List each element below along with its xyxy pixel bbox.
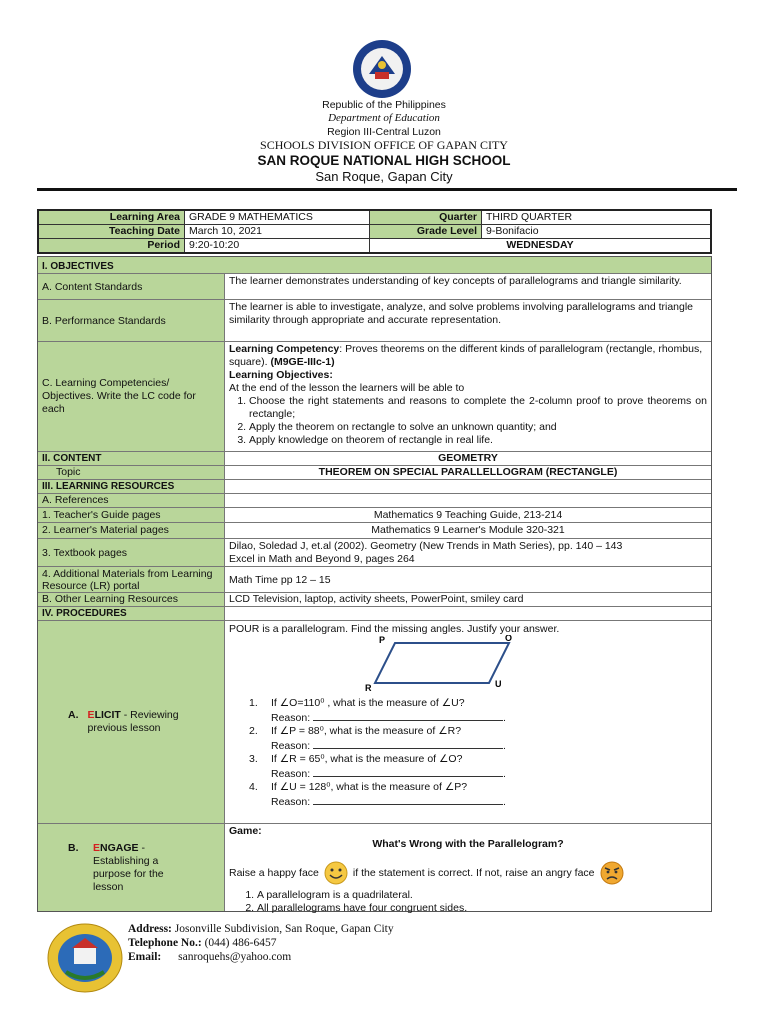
day-value: WEDNESDAY	[369, 239, 710, 252]
elicit-questions: 1. If ∠O=110⁰ , what is the measure of ∠U? Reason: . 2. If ∠P = 88⁰, what is the measure of ∠R? Reason: . 3. If ∠R = 65⁰, what is the measure of ∠O? Reason: . 4. If ∠U = 128⁰, what is the measure of ∠P? Reason: .	[249, 697, 506, 808]
other-resources-row	[38, 592, 711, 606]
content-subject: GEOMETRY	[224, 452, 711, 465]
header-divider	[37, 188, 737, 191]
additional-materials-row	[38, 566, 711, 592]
footer-phone	[128, 937, 276, 949]
lo-item: 1. Choose the right statements and reasons to complete the 2-column proof to prove theorems on rectangle;	[249, 395, 707, 421]
references-label: A. References	[38, 494, 224, 507]
teachers-guide-value: Mathematics 9 Teaching Guide, 213-214	[224, 508, 711, 522]
game-label: Game:	[229, 825, 262, 837]
references-row	[38, 493, 711, 507]
footer-email	[128, 951, 291, 963]
engage-letter: B.	[68, 842, 79, 854]
elicit-first-letter: E	[87, 709, 95, 721]
grade-level-value: 9-Bonifacio	[481, 225, 710, 238]
lo-title: Learning Objectives:	[229, 369, 333, 381]
procedures-heading: IV. PROCEDURES	[42, 608, 127, 619]
content-standards-row	[38, 273, 711, 299]
learners-material-row	[38, 522, 711, 538]
happy-face-icon	[323, 860, 349, 886]
content-standards-text: The learner demonstrates understanding of key concepts of parallelograms and triangle similarity.	[224, 274, 711, 299]
competencies-row	[38, 341, 711, 451]
deped-seal-icon	[347, 38, 417, 100]
lo-list	[229, 395, 707, 447]
reason-label: Reason:	[271, 767, 311, 780]
teaching-date-value: March 10, 2021	[184, 225, 369, 238]
game-instruction-a: Raise a happy face	[229, 866, 319, 879]
content-heading: II. CONTENT	[42, 453, 102, 464]
engage-description: - Establishing a purpose for the lesson	[93, 842, 164, 893]
engage-first-letter: E	[93, 842, 101, 854]
header-region: Region III-Central Luzon	[327, 126, 441, 138]
additional-materials-label: 4. Additional Materials from Learning Resource (LR) portal	[38, 567, 224, 592]
resources-heading: III. LEARNING RESOURCES	[42, 481, 175, 492]
topic-row	[38, 465, 711, 479]
game-list	[229, 889, 707, 915]
reason-blank[interactable]	[313, 711, 503, 721]
performance-standards-label: B. Performance Standards	[38, 300, 224, 341]
vertex-label: R	[365, 683, 372, 691]
footer-address	[128, 923, 394, 935]
performance-standards-text: The learner is able to investigate, analyze, and solve problems involving parallelograms and triangle similarity through appropriate and accurate representation.	[224, 300, 711, 341]
reason-blank[interactable]	[313, 739, 503, 749]
footer-address-label: Address:	[128, 923, 172, 935]
header-deped: Department of Education	[328, 112, 440, 124]
teachers-guide-row	[38, 507, 711, 522]
footer-email-label: Email:	[128, 951, 162, 963]
textbook-ref-2: Excel in Math and Beyond 9, pages 264	[229, 553, 415, 565]
engage-word: NGAGE	[100, 842, 139, 854]
elicit-content	[224, 621, 711, 823]
other-resources-value: LCD Television, laptop, activity sheets, PowerPoint, smiley card	[224, 593, 711, 606]
vertex-label: O	[505, 635, 513, 643]
resources-heading-row	[38, 479, 711, 493]
header-republic: Republic of the Philippines	[322, 99, 446, 111]
vertex-label: P	[379, 635, 386, 645]
objectives-heading: I. OBJECTIVES	[42, 261, 114, 272]
topic-label: Topic	[38, 466, 224, 479]
vertex-label: U	[495, 679, 502, 689]
footer-address-value: Josonville Subdivision, San Roque, Gapan City	[174, 923, 394, 935]
lc-code: (M9GE-IIIc-1)	[270, 356, 335, 368]
question: If ∠U = 128⁰, what is the measure of ∠P?	[271, 781, 468, 793]
footer-phone-value: (044) 486-6457	[204, 937, 277, 949]
teaching-date-label: Teaching Date	[39, 225, 184, 238]
content-row	[38, 451, 711, 465]
lo-item: 3. Apply knowledge on theorem of rectangle in real life.	[249, 434, 707, 447]
learners-material-label: 2. Learner's Material pages	[38, 523, 224, 538]
textbook-ref-1: Dilao, Soledad J, et.al (2002). Geometry (New Trends in Math Series), pp. 140 – 143	[229, 540, 623, 552]
learning-area-value: GRADE 9 MATHEMATICS	[184, 211, 369, 224]
footer-phone-label: Telephone No.:	[128, 937, 202, 949]
elicit-prompt: POUR is a parallelogram. Find the missing angles. Justify your answer.	[229, 623, 560, 635]
reason-label: Reason:	[271, 711, 311, 724]
elicit-label	[38, 621, 224, 823]
engage-content	[224, 824, 711, 914]
competencies-label: C. Learning Competencies/ Objectives. Write the LC code for each	[38, 342, 224, 451]
reason-label: Reason:	[271, 739, 311, 752]
elicit-word: LICIT	[94, 709, 121, 721]
performance-standards-row	[38, 299, 711, 341]
question: If ∠P = 88⁰, what is the measure of ∠R?	[271, 725, 462, 737]
topic-value: THEOREM ON SPECIAL PARALLELLOGRAM (RECTANGLE)	[224, 466, 711, 479]
question: If ∠O=110⁰ , what is the measure of ∠U?	[271, 697, 465, 709]
competencies-content	[224, 342, 711, 451]
school-logo-icon	[46, 922, 124, 994]
game-item: 1. A parallelogram is a quadrilateral.	[257, 889, 707, 902]
elicit-letter: A.	[68, 709, 79, 721]
textbook-label: 3. Textbook pages	[38, 539, 224, 566]
lc-title: Learning Competency	[229, 343, 340, 355]
elicit-description: - Reviewing previous lesson	[87, 709, 179, 734]
quarter-value: THIRD QUARTER	[481, 211, 710, 224]
lo-item: 2. Apply the theorem on rectangle to solve an unknown quantity; and	[249, 421, 707, 434]
procedures-heading-row	[38, 606, 711, 620]
content-standards-label: A. Content Standards	[38, 274, 224, 299]
grade-level-label: Grade Level	[369, 225, 481, 238]
lesson-plan-table	[37, 256, 712, 912]
engage-label	[38, 824, 224, 911]
other-resources-label: B. Other Learning Resources	[38, 593, 224, 606]
learning-area-label: Learning Area	[39, 211, 184, 224]
quarter-label: Quarter	[369, 211, 481, 224]
angry-face-icon	[599, 860, 625, 886]
textbook-row	[38, 538, 711, 566]
parallelogram-figure	[365, 635, 515, 691]
learners-material-value: Mathematics 9 Learner's Module 320-321	[224, 523, 711, 538]
header-division: SCHOOLS DIVISION OFFICE OF GAPAN CITY	[260, 138, 508, 152]
game-instruction-b: if the statement is correct. If not, raise an angry face	[352, 866, 595, 879]
game-item: 2. All parallelograms have four congruent sides.	[257, 902, 707, 915]
textbook-content	[224, 539, 711, 566]
question: If ∠R = 65⁰, what is the measure of ∠O?	[271, 753, 463, 765]
objectives-heading-band	[38, 257, 711, 273]
lesson-info-table	[37, 209, 712, 254]
engage-row	[38, 823, 711, 914]
header-location: San Roque, Gapan City	[315, 169, 453, 184]
lo-intro: At the end of the lesson the learners will be able to	[229, 382, 465, 394]
lc-text: : Proves theorems on the different kinds of parallelogram (rectangle, rhombus, square).	[229, 343, 703, 368]
additional-materials-value: Math Time pp 12 – 15	[224, 567, 711, 592]
period-label: Period	[39, 239, 184, 252]
elicit-row	[38, 620, 711, 823]
reason-blank[interactable]	[313, 795, 503, 805]
reason-label: Reason:	[271, 795, 311, 808]
reason-blank[interactable]	[313, 767, 503, 777]
game-title: What's Wrong with the Parallelogram?	[372, 838, 564, 850]
footer-email-value: sanroquehs@yahoo.com	[178, 951, 292, 963]
period-value: 9:20-10:20	[184, 239, 369, 252]
header-school: SAN ROQUE NATIONAL HIGH SCHOOL	[257, 153, 511, 168]
teachers-guide-label: 1. Teacher's Guide pages	[38, 508, 224, 522]
